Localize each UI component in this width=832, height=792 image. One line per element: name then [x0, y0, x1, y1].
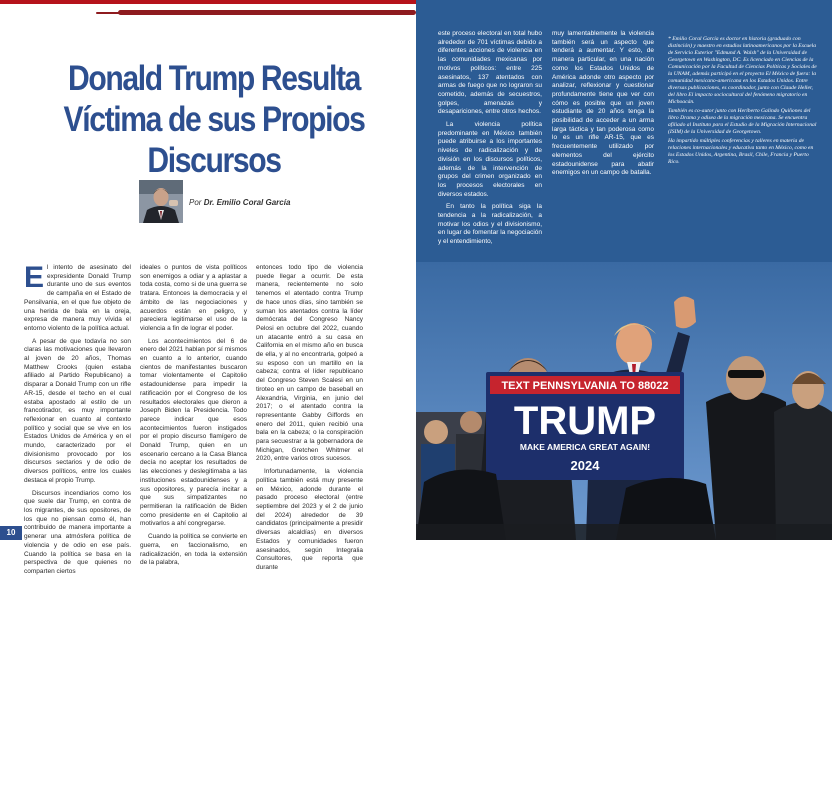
rally-photo-illustration: [416, 262, 832, 540]
paragraph: La violencia política predominante en México también puede atribuirse a los importantes niveles de radicalización y de división en los discursos políticos, además de la intervención de grupos del crimen organizado en los procesos electorales en diversos estados.: [438, 121, 542, 198]
byline-prefix: Por: [189, 198, 202, 207]
sign-main-text: TRUMP: [513, 399, 657, 443]
photo-caption: Donald Trump es evacuado de un mitin en Pensilvania por agentes del Servicio Secreto tras el atentado en su contra.: [498, 786, 781, 792]
sign-top-text: TEXT PENNSYLVANIA TO 88022: [501, 380, 669, 392]
right-column-1: [438, 30, 542, 251]
bio-paragraph: Ha impartido múltiples conferencias y talleres en materia de relaciones internacionales y educativa tanto en México, como en los Estados Unidos, Argentina, Brasil, Chile, Francia y Puerto Rico.: [668, 138, 814, 165]
brush-stroke: [118, 10, 416, 15]
drop-cap: E: [24, 261, 45, 294]
news-photo: [416, 262, 832, 792]
page-number: 10: [0, 526, 22, 540]
author-photo: [139, 180, 183, 223]
left-page: [0, 0, 416, 575]
right-page: [416, 0, 832, 792]
paragraph: Los acontecimientos del 6 de enero del 2021 hablan por sí mismos en cuanto a lo anterior, cuando cientos de manifestantes buscaron tomar violentamente el Capitolio estadounidense para impedir la ratificación por el Congreso de los resultados electorales que dieron a Joseph Biden la Presidencia. Todo parece indicar que esos acontecimientos fueron instigados por el propio discurso flamígero de Donald Trump, quien en un escenario cercano a la Casa Blanca decía no aceptar los resultados de las elecciones y deslegitimaba a las instituciones estadounidenses y a sus opositores, y parecía incitar a que sus simpatizantes no permitieran la ratificación de Biden como presidente en el Capitolio al motivarlos a ahí congregarse.: [140, 337, 247, 528]
paragraph-text: l intento de asesinato del expresidente Donald Trump durante uno de sus eventos de campaña en el Estado de Pensilvania, en el que fue objeto de una herida de bala en la oreja, expresa de manera muy vívida el entorno violento de la política actual.: [24, 264, 131, 332]
bio-paragraph: También es co-autor junto con Heriberto Galindo Quiñones del libro Drama y odisea de la migración mexicana. Se encuentra afiliado al Instituto para el Estudio de la Migración Internacional (ISIM) de la Universidad de Georgetown.: [668, 108, 817, 135]
paragraph: A pesar de que todavía no son claras las motivaciones que llevaron al joven de 20 años, Thomas Matthew Crooks (quien estaba afiliado al Partido Republicano) a disparar a Donald Trump con un rifle AR-15, desde el techo en el cual estaba apostado al estilo de un francotirador, es muy importante reflexionar en cuanto al contexto político y social que se vive en los Estados Unidos de América y en el mundo, caracterizado por el divisionismo provocado por los discursos sectarios y de odio de diversos políticos, entre los cuales destaca el propio Trump.: [24, 337, 131, 484]
top-red-bar: [0, 0, 416, 4]
paragraph: este proceso electoral en total hubo alrededor de 701 víctimas debido a diferentes acciones de violencia en las comunidades mexicanas por motivos políticos: entre 225 asesinatos, 137 atentados con armas de fuego que no lograron su cometido, además de secuestros, golpes, amenazas y desapariciones, entre otros hechos.: [438, 30, 542, 116]
article-title: Donald Trump Resulta Víctima de sus Propios Discursos: [63, 59, 365, 180]
left-column-3: [256, 264, 363, 577]
paragraph: muy lamentablemente la violencia también será un aspecto que tenderá a aumentar. Y esto, de manera particular, en una nación como los Estados Unidos de América adonde otro aspecto por analizar, reflexionar y cuestionar profundamente tiene que ver con cómo es posible que un joven estudiante de 20 años tenga la posibilidad de acceder a un arma larga táctica y tan poderosa como lo es un rifle AR-15, que es frecuentemente utilizado por elementos del ejército estadounidense para abatir enemigos en un campo de batalla.: [552, 30, 654, 177]
campaign-sign: [486, 372, 684, 480]
bio-paragraph: * Emilio Coral García es doctor en historia (graduado con distinción) y maestro en estudios latinoamericanos por la Escuela de Servicio Exterior "Edmund A. Walsh" de la Universidad de Georgetown en Washington, DC. Es licenciado en Ciencias de la Comunicación por la Facultad de Ciencias Políticas y Sociales de la UNAM, además participó en el proyecto El México de fuera: la comunidad mexicano-americana en los Estados Unidos. Entre diversas publicaciones, es coordinador, junto con Claude Heller, del libro El impacto sociocultural del fenómeno migratorio en Michoacán.: [668, 36, 817, 105]
paragraph: Infortunadamente, la violencia política también está muy presente en México, adonde durante el pasado proceso electoral (entre septiembre del 2023 y el 2 de junio del 2024) alrededor de 39 candidatos (principalmente a presidir diversas alcaldías) en diversos Estados y comunidades fueron asesinados, según Integralia Consultores, que reporta que durante: [256, 468, 363, 571]
left-column-2: [140, 264, 247, 572]
left-column-1: [24, 261, 131, 581]
paragraph: [24, 261, 131, 334]
paragraph: Cuando la política se convierte en guerra, en faccionalismo, en radicalización, en toda la extensión de la palabra,: [140, 533, 247, 567]
byline: [189, 198, 290, 207]
author-bio: [668, 36, 818, 168]
right-text-area: [416, 0, 832, 262]
right-column-2: [552, 30, 654, 182]
sign-sub-text: MAKE AMERICA GREAT AGAIN!: [519, 442, 651, 452]
paragraph: entonces todo tipo de violencia puede llegar a ocurrir. De esta manera, recientemente no solo tenemos el atentado contra Trump de hace unos días, sino también se suman los atentados contra la líder demócrata del Congreso Nancy Pelosi en octubre del 2022, cuando un atacante entró a su casa en California en el mismo año en busca de ella, y al no encontrarla, golpeó a su esposo con un martillo en la cabeza; contra el líder republicano del Congreso Steven Scalesi en un tiroteo en un campo de baseball en Alexandria, Virginia, en junio del 2017; o el atentado contra la representante Gabby Giffords en enero del 2011, quien recibió una bala en la cabeza; o la conspiración para secuestrar a la gobernadora de Michigan, Gretchen Whitmer el 2020, entre varios otros sucesos.: [256, 264, 363, 463]
paragraph: En tanto la política siga la tendencia a la radicalización, a motivar los odios y el divisionismo, en lugar de fomentar la negociación y el entendimiento,: [438, 203, 542, 246]
sign-year-text: 2024: [570, 458, 600, 473]
author-portrait-icon: [139, 180, 183, 223]
author-name: Dr. Emilio Coral García: [203, 198, 291, 207]
paragraph: Discursos incendiarios como los que suele dar Trump, en contra de los migrantes, de sus opositores, de los que no piensan como él, han contribuido de manera importante a generar una atmósfera política de violencia y de odio en ese país. Cuando la política se basa en la perspectiva de que quienes no comparten ciertos: [24, 489, 131, 575]
paragraph: ideales o puntos de vista políticos son enemigos a odiar y a aplastar a toda costa, como si de una guerra se tratara. Entonces la democracia y el ámbito de las negociaciones y acuerdos están en peligro, y pareciera legitimarse el uso de la violencia a fin de lograr el poder.: [140, 264, 247, 332]
